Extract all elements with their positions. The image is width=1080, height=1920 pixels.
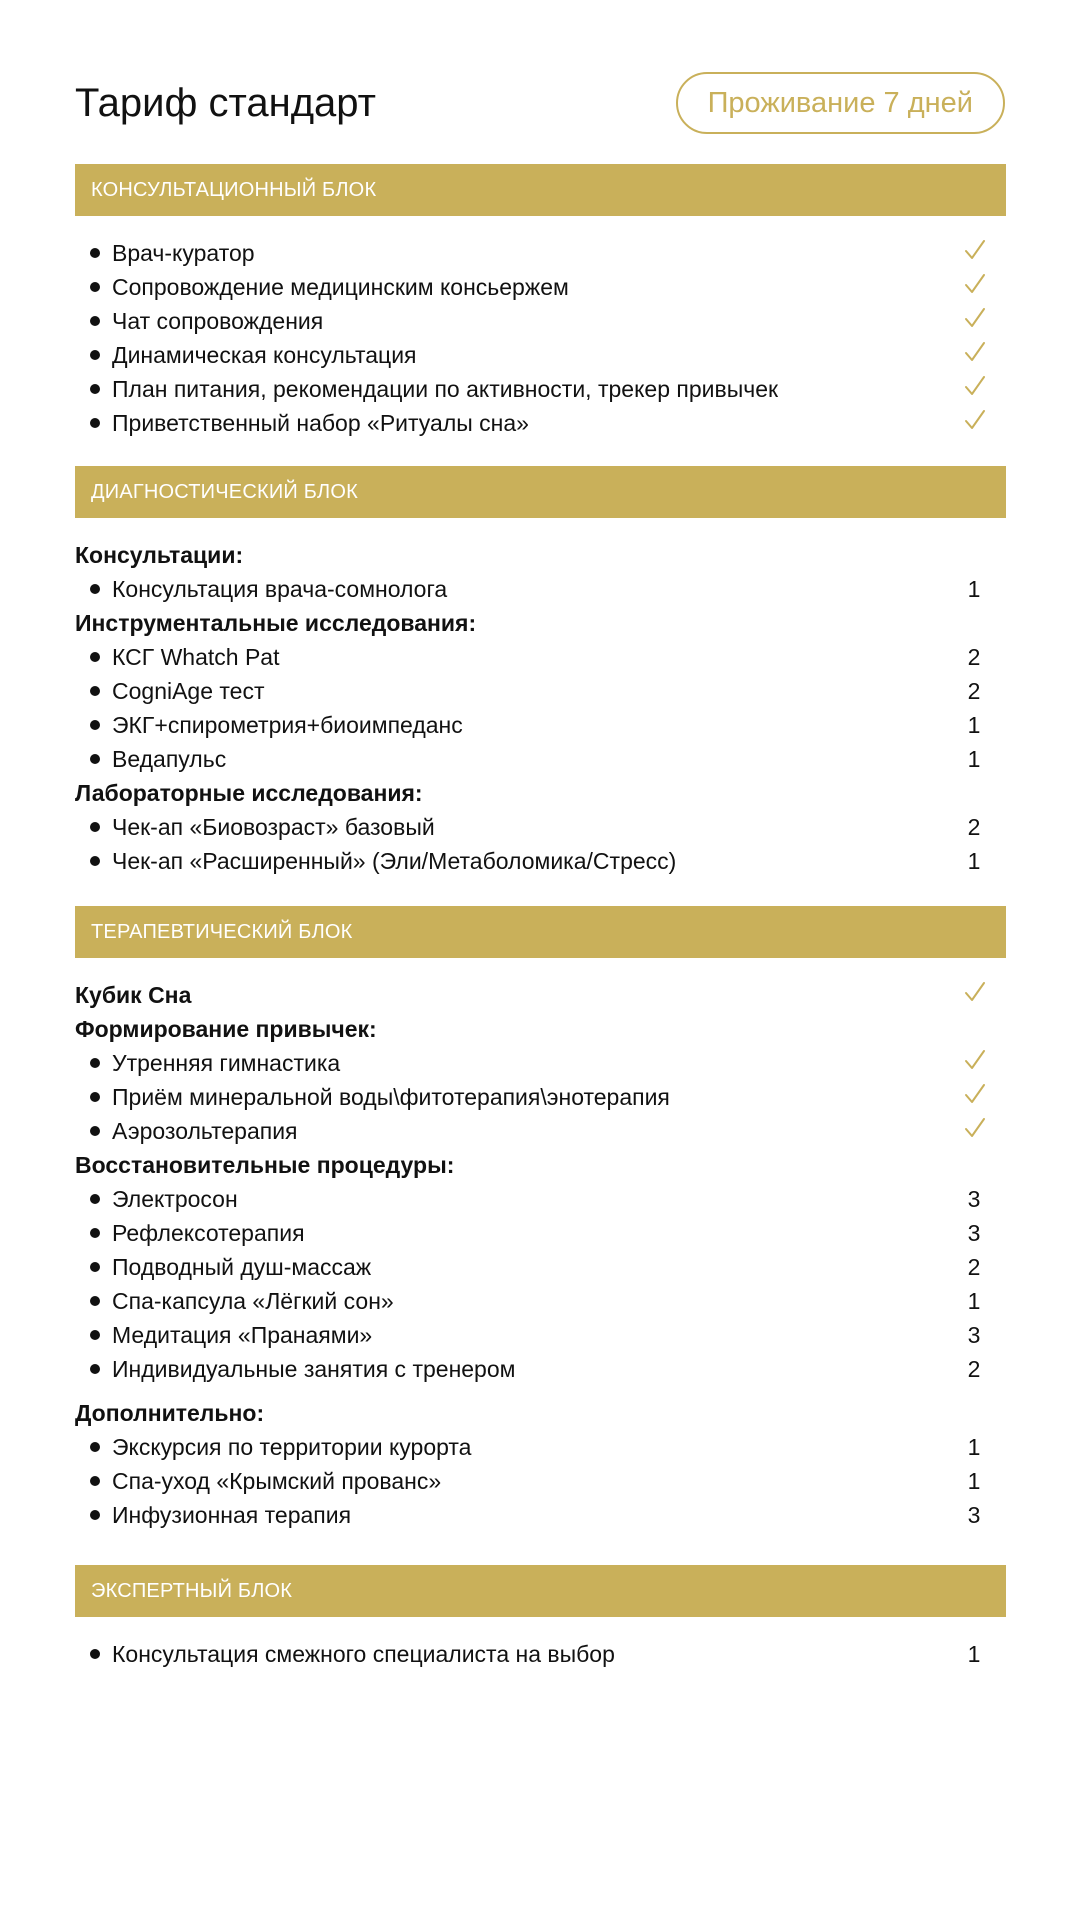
checkmark-icon — [944, 341, 1004, 369]
item-label: Динамическая консультация — [75, 342, 417, 369]
list-item — [75, 572, 1006, 606]
list-item — [75, 1080, 1006, 1114]
item-quantity: 3 — [967, 1185, 981, 1212]
section-rows — [75, 538, 1006, 878]
item-label: КСГ Whatch Pat — [75, 644, 279, 671]
subsection-heading — [75, 1148, 1006, 1182]
item-quantity: 2 — [967, 1355, 981, 1382]
item-quantity: 3 — [967, 1501, 981, 1528]
subsection-heading — [75, 1012, 1006, 1046]
list-item — [75, 640, 1006, 674]
section-rows — [75, 978, 1006, 1532]
item-quantity: 1 — [967, 575, 981, 602]
list-item — [75, 372, 1006, 406]
list-item — [75, 1284, 1006, 1318]
section-title: ДИАГНОСТИЧЕСКИЙ БЛОК — [75, 466, 1006, 518]
page-header — [75, 72, 1005, 134]
subsection-label: Восстановительные процедуры: — [75, 1151, 455, 1178]
item-label: Сопровождение медицинским консьержем — [75, 274, 569, 301]
item-label: Рефлексотерапия — [75, 1220, 305, 1247]
item-quantity: 1 — [967, 1467, 981, 1494]
section-rows — [75, 236, 1006, 440]
subsection-label: Инструментальные исследования: — [75, 609, 477, 636]
item-quantity: 2 — [967, 677, 981, 704]
item-quantity: 2 — [967, 813, 981, 840]
list-item — [75, 844, 1006, 878]
list-item — [75, 1250, 1006, 1284]
checkmark-icon — [944, 1083, 1004, 1111]
list-item — [75, 1498, 1006, 1532]
list-item — [75, 406, 1006, 440]
therapeutic-block — [75, 906, 1006, 1532]
list-item — [75, 1464, 1006, 1498]
list-item — [75, 1182, 1006, 1216]
consultation-block — [75, 164, 1006, 440]
item-label: План питания, рекомендации по активности, трекер привычек — [75, 376, 778, 403]
subsection-label: Дополнительно: — [75, 1399, 265, 1426]
spacer — [75, 1386, 1006, 1396]
list-item — [75, 742, 1006, 776]
item-label: Инфузионная терапия — [75, 1502, 351, 1529]
list-item — [75, 270, 1006, 304]
item-label: Медитация «Пранаями» — [75, 1322, 372, 1349]
list-item — [75, 1046, 1006, 1080]
checkmark-icon — [944, 1049, 1004, 1077]
item-label: Чек-ап «Расширенный» (Эли/Метаболомика/Стресс) — [75, 848, 676, 875]
item-label: Ведапульс — [75, 746, 226, 773]
item-label: Электросон — [75, 1186, 238, 1213]
subsection-label: Формирование привычек: — [75, 1015, 377, 1042]
item-label: Консультация смежного специалиста на выбор — [75, 1641, 615, 1668]
item-quantity: 1 — [967, 1287, 981, 1314]
item-quantity: 2 — [967, 1253, 981, 1280]
subsection-heading — [75, 1396, 1006, 1430]
subsection-label: Кубик Сна — [75, 981, 192, 1008]
item-label: Приём минеральной воды\фитотерапия\энотерапия — [75, 1084, 670, 1111]
item-label: ЭКГ+спирометрия+биоимпеданс — [75, 712, 463, 739]
list-item — [75, 338, 1006, 372]
subsection-heading — [75, 538, 1006, 572]
section-rows — [75, 1637, 1006, 1671]
list-item — [75, 304, 1006, 338]
item-label: Спа-капсула «Лёгкий сон» — [75, 1288, 394, 1315]
subsection-label: Лабораторные исследования: — [75, 779, 423, 806]
item-label: Консультация врача-сомнолога — [75, 576, 447, 603]
diagnostic-block — [75, 466, 1006, 878]
page-title: Тариф стандарт — [75, 80, 376, 125]
item-label: Аэрозольтерапия — [75, 1118, 298, 1145]
item-label: Спа-уход «Крымский прованс» — [75, 1468, 441, 1495]
item-label: CogniAge тест — [75, 678, 265, 705]
section-title: ЭКСПЕРТНЫЙ БЛОК — [75, 1565, 1006, 1617]
item-quantity: 2 — [967, 643, 981, 670]
stay-duration-badge: Проживание 7 дней — [676, 72, 1005, 134]
item-label: Приветственный набор «Ритуалы сна» — [75, 410, 529, 437]
item-label: Врач-куратор — [75, 240, 255, 267]
list-item — [75, 1318, 1006, 1352]
item-quantity: 1 — [967, 711, 981, 738]
checkmark-icon — [944, 239, 1004, 267]
list-item — [75, 810, 1006, 844]
item-quantity: 1 — [967, 1433, 981, 1460]
item-label: Индивидуальные занятия с тренером — [75, 1356, 515, 1383]
subsection-heading — [75, 606, 1006, 640]
list-item — [75, 1216, 1006, 1250]
list-item — [75, 1637, 1006, 1671]
subsection-heading — [75, 978, 1006, 1012]
checkmark-icon — [944, 981, 1004, 1009]
checkmark-icon — [944, 409, 1004, 437]
item-label: Подводный душ-массаж — [75, 1254, 371, 1281]
checkmark-icon — [944, 1117, 1004, 1145]
item-quantity: 1 — [967, 1640, 981, 1667]
section-title: КОНСУЛЬТАЦИОННЫЙ БЛОК — [75, 164, 1006, 216]
item-quantity: 3 — [967, 1321, 981, 1348]
checkmark-icon — [944, 273, 1004, 301]
list-item — [75, 236, 1006, 270]
checkmark-icon — [944, 307, 1004, 335]
list-item — [75, 1430, 1006, 1464]
list-item — [75, 1352, 1006, 1386]
item-label: Экскурсия по территории курорта — [75, 1434, 471, 1461]
item-label: Утренняя гимнастика — [75, 1050, 340, 1077]
list-item — [75, 708, 1006, 742]
item-label: Чат сопровождения — [75, 308, 323, 335]
checkmark-icon — [944, 375, 1004, 403]
list-item — [75, 1114, 1006, 1148]
item-quantity: 1 — [967, 745, 981, 772]
subsection-label: Консультации: — [75, 541, 244, 568]
subsection-heading — [75, 776, 1006, 810]
list-item — [75, 674, 1006, 708]
item-label: Чек-ап «Биовозраст» базовый — [75, 814, 435, 841]
expert-block — [75, 1565, 1006, 1671]
item-quantity: 1 — [967, 847, 981, 874]
item-quantity: 3 — [967, 1219, 981, 1246]
section-title: ТЕРАПЕВТИЧЕСКИЙ БЛОК — [75, 906, 1006, 958]
